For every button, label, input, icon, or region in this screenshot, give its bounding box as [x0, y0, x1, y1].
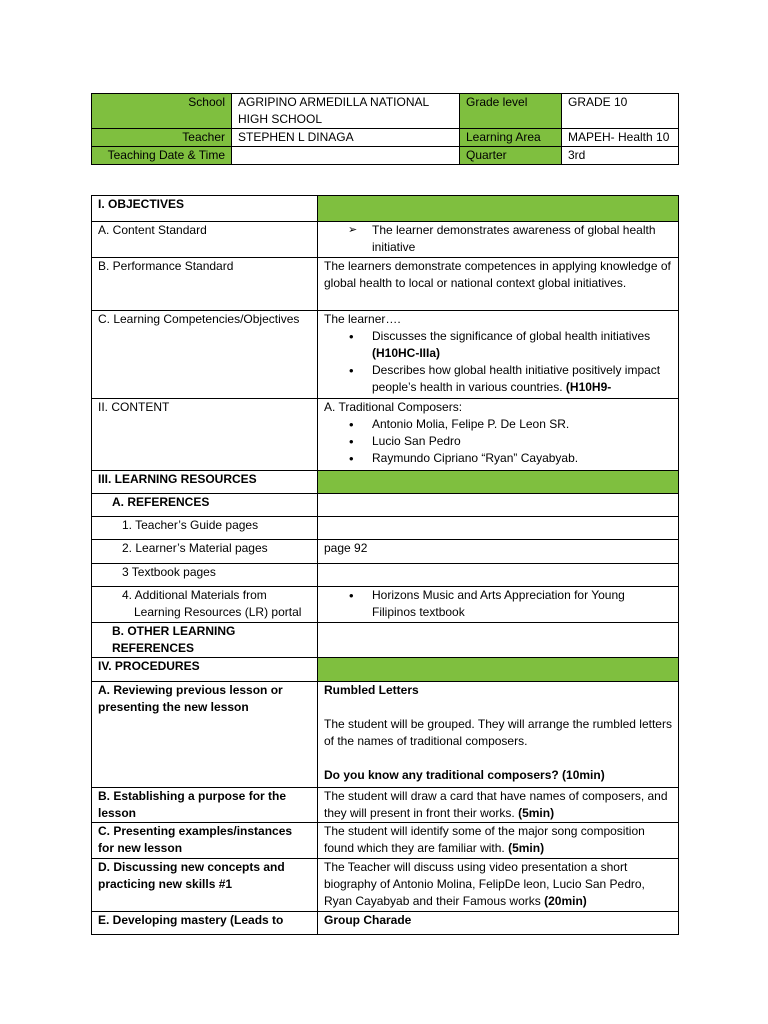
learners-material-label: 2. Learner’s Material pages	[92, 540, 318, 564]
teaching-date-label: Teaching Date & Time	[92, 147, 232, 165]
resources-row	[92, 471, 679, 494]
references-row	[92, 494, 679, 517]
procedure-a-cell	[318, 682, 679, 788]
procedure-a-label: A. Reviewing previous lesson or presenting the new lesson	[92, 682, 318, 788]
composer-item: • Raymundo Cipriano “Ryan” Cayabyab.	[372, 450, 672, 467]
procedure-e-row	[92, 912, 679, 935]
procedure-d-row	[92, 859, 679, 912]
objectives-row	[92, 196, 679, 222]
header-table	[91, 93, 679, 165]
grade-level-label: Grade level	[460, 94, 562, 129]
procedure-c-row	[92, 823, 679, 859]
learning-area-value: MAPEH- Health 10	[562, 129, 679, 147]
procedure-c-text: The student will identify some of the major song composition found which they are familiar with.	[324, 824, 645, 855]
learning-area-label: Learning Area	[460, 129, 562, 147]
references-fill	[318, 494, 679, 517]
procedure-a-text: The student will be grouped. They will arrange the rumbled letters of the names of traditional composers.	[324, 717, 672, 748]
performance-standard-value: The learners demonstrate competences in applying knowledge of global health to local or national context global initiatives.	[318, 258, 679, 311]
learners-material-value: page 92	[318, 540, 679, 564]
textbook-row	[92, 564, 679, 587]
teachers-guide-label: 1. Teacher’s Guide pages	[92, 517, 318, 540]
additional-materials-cell-right	[318, 587, 679, 623]
competency-item	[372, 328, 672, 362]
procedure-e-value: Group Charade	[318, 912, 679, 935]
content-row	[92, 399, 679, 471]
procedure-b-cell	[318, 788, 679, 823]
teachers-guide-value	[318, 517, 679, 540]
procedure-b-text: The student will draw a card that have names of composers, and they will present in front their works.	[324, 789, 668, 820]
references-heading: A. REFERENCES	[92, 494, 318, 517]
procedure-c-label: C. Presenting examples/instances for new lesson	[92, 823, 318, 859]
objectives-heading: I. OBJECTIVES	[92, 196, 318, 222]
resources-heading: III. LEARNING RESOURCES	[92, 471, 318, 494]
procedures-heading: IV. PROCEDURES	[92, 658, 318, 682]
content-label: II. CONTENT	[92, 399, 318, 471]
spacer	[324, 699, 672, 716]
teacher-value: STEPHEN L DINAGA	[232, 129, 460, 147]
composer-item: • Antonio Molia, Felipe P. De Leon SR.	[372, 416, 672, 433]
competencies-intro: The learner….	[324, 312, 401, 326]
procedure-d-cell	[318, 859, 679, 912]
content-standard-row	[92, 222, 679, 258]
procedure-d-text: The Teacher will discuss using video presentation a short biography of Antonio Molina, FelipDe leon, Lucio San Pedro, Ryan Cayabyab and their Famous works	[324, 860, 645, 908]
additional-materials-cell	[92, 587, 318, 623]
procedure-a-title: Rumbled Letters	[324, 683, 419, 697]
procedure-a-row	[92, 682, 679, 788]
procedure-d-label: D. Discussing new concepts and practicing new skills #1	[92, 859, 318, 912]
other-references-value	[318, 623, 679, 658]
competency-text: Discusses the significance of global health initiatives	[372, 329, 651, 343]
competencies-label: C. Learning Competencies/Objectives	[92, 311, 318, 399]
quarter-label: Quarter	[460, 147, 562, 165]
procedures-fill	[318, 658, 679, 682]
textbook-value	[318, 564, 679, 587]
procedures-row	[92, 658, 679, 682]
content-heading: A. Traditional Composers:	[324, 400, 463, 414]
teaching-date-value	[232, 147, 460, 165]
spacer	[324, 750, 672, 767]
objectives-fill	[318, 196, 679, 222]
content-cell	[318, 399, 679, 471]
performance-standard-row	[92, 258, 679, 311]
competency-code: (H10HC-IIIa)	[372, 346, 441, 360]
competencies-row	[92, 311, 679, 399]
grade-level-value: GRADE 10	[562, 94, 679, 129]
additional-materials-label: 4. Additional Materials from Learning Resources (LR) portal	[122, 588, 302, 619]
procedure-a-question: Do you know any traditional composers? (10min)	[324, 768, 605, 782]
procedure-e-label: E. Developing mastery (Leads to	[92, 912, 318, 935]
content-standard-value: ➢ The learner demonstrates awareness of global health initiative	[372, 222, 672, 256]
other-references-row	[92, 623, 679, 658]
procedure-b-time: (5min)	[518, 806, 555, 820]
procedure-b-label: B. Establishing a purpose for the lesson	[92, 788, 318, 823]
performance-standard-label: B. Performance Standard	[92, 258, 318, 311]
teachers-guide-row	[92, 517, 679, 540]
content-standard-cell	[318, 222, 679, 258]
textbook-label: 3 Textbook pages	[92, 564, 318, 587]
competencies-cell	[318, 311, 679, 399]
additional-materials-value: • Horizons Music and Arts Appreciation for Young Filipinos textbook	[372, 587, 672, 621]
competency-code: (H10H9-	[565, 380, 612, 394]
procedure-d-time: (20min)	[544, 894, 587, 908]
quarter-value: 3rd	[562, 147, 679, 165]
procedure-b-row	[92, 788, 679, 823]
resources-fill	[318, 471, 679, 494]
lesson-plan-table	[91, 195, 679, 935]
composer-item: • Lucio San Pedro	[372, 433, 672, 450]
other-references-label: B. OTHER LEARNING REFERENCES	[92, 623, 318, 658]
teacher-label: Teacher	[92, 129, 232, 147]
learners-material-row	[92, 540, 679, 564]
content-standard-label: A. Content Standard	[92, 222, 318, 258]
procedure-c-cell	[318, 823, 679, 859]
procedure-c-time: (5min)	[508, 841, 545, 855]
additional-materials-row	[92, 587, 679, 623]
competency-item	[372, 362, 672, 396]
school-label: School	[92, 94, 232, 129]
competency-text: Describes how global health initiative positively impact people’s health in various countries.	[372, 363, 661, 394]
school-value: AGRIPINO ARMEDILLA NATIONAL HIGH SCHOOL	[232, 94, 460, 129]
